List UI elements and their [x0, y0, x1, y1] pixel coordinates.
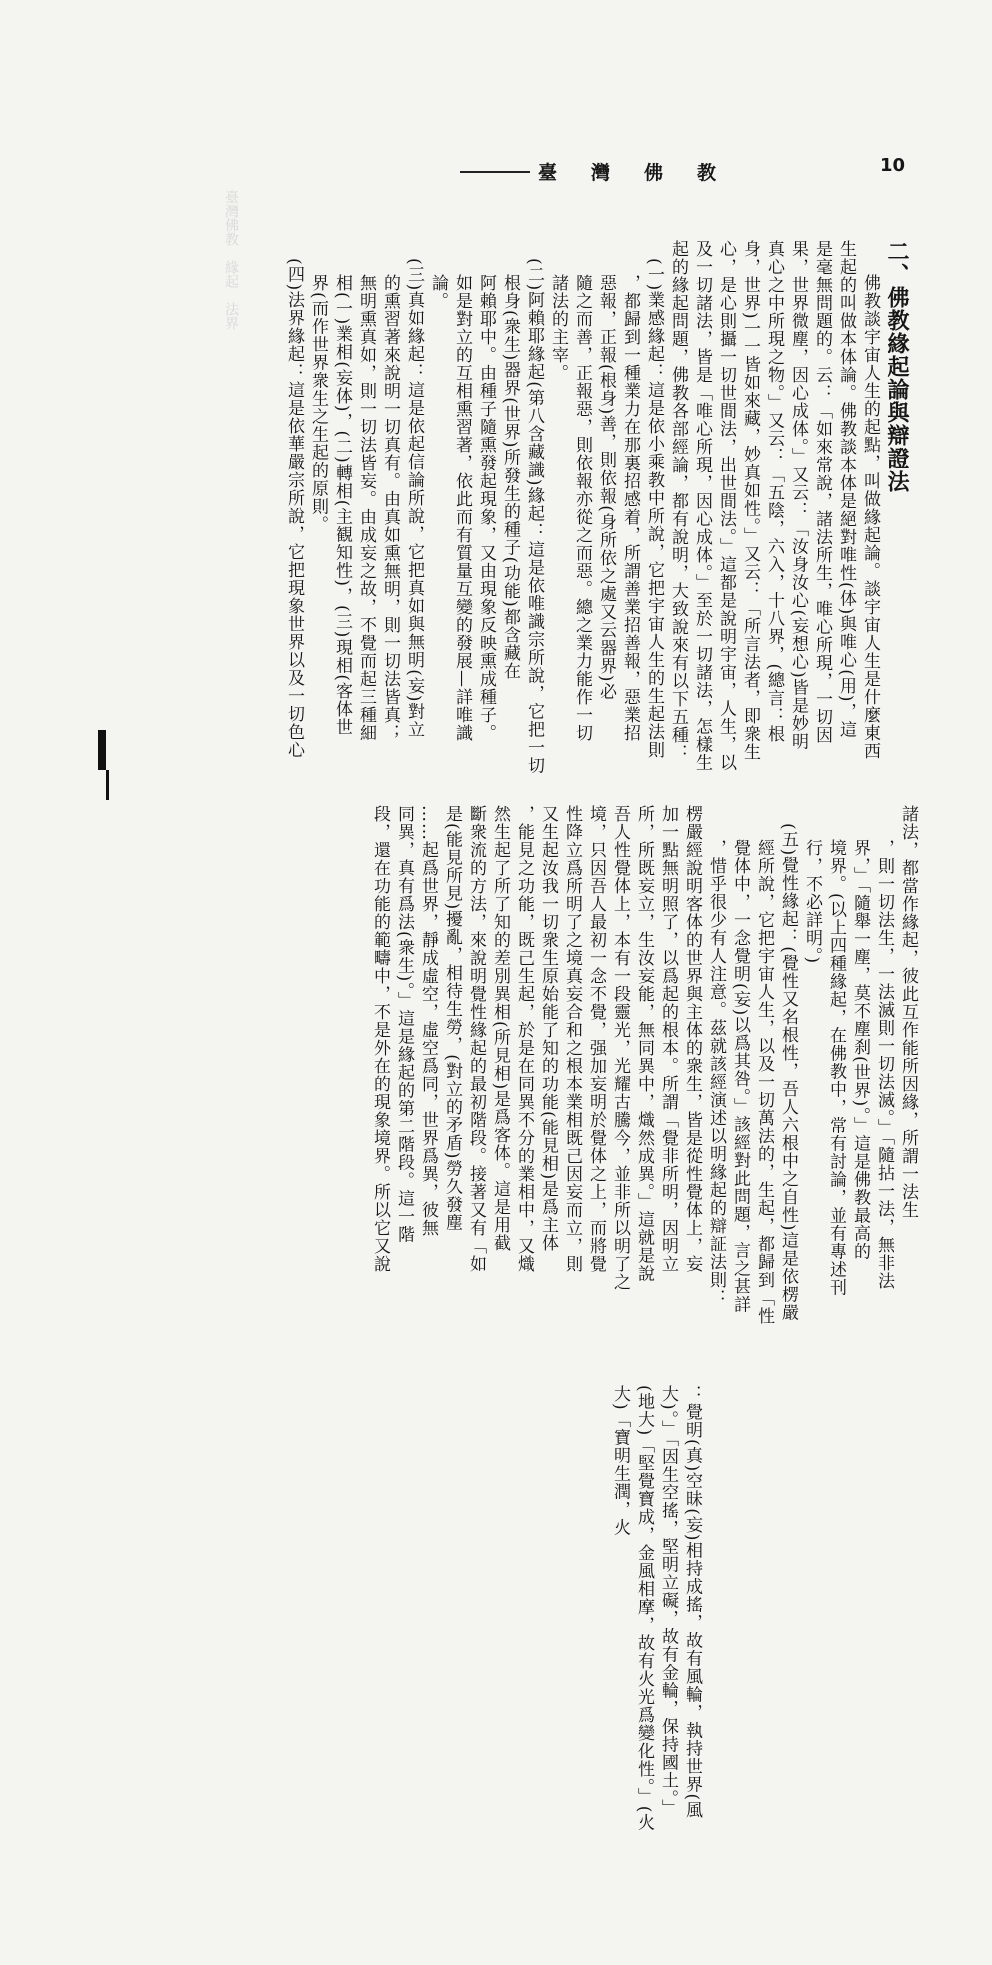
text-line: 界(而作世界衆生之生起的原則。: [308, 274, 328, 534]
scan-mark: [106, 770, 109, 800]
page-number: 10: [880, 155, 906, 176]
text-line: 經所說，它把宇宙人生，以及一切萬法的，生起，都歸到「性: [754, 839, 774, 1325]
text-line: 楞嚴經說明客体的世界與主体的衆生，皆是從性覺体上，妄: [682, 805, 702, 1273]
text-line: 心，是心則攝一切世間法，出世間法。」這都是說明宇宙，人生，以: [716, 240, 736, 772]
text-line: ，惜乎很少有人注意。茲就該經演述以明緣起的辯証法則：: [706, 839, 726, 1307]
text-line: 生起的叫做本体論。佛教談本体是絕對唯性(体)與唯心(用)，這: [836, 240, 856, 739]
header-title: 臺灣佛教: [538, 162, 751, 184]
text-line: 大)。」「因生空搖，堅明立礙，故有金輪，保持國土。」: [658, 1385, 678, 1818]
text-line: 所，所既妄立，生汝妄能，無同異中，熾然成異。」這就是說: [634, 805, 654, 1283]
section-heading: 二、佛教緣起論與辯證法: [884, 240, 910, 493]
text-line: 性降立爲所明了之境真妄合和之根本業相既己因妄而立，則: [562, 805, 582, 1273]
text-line: 惡報，正報(根身)善，則依報(身所依之處又云器界)必: [596, 274, 616, 701]
text-line: 起的緣起問題，佛教各部經論，都有說明，大致說來有以下五種：: [668, 240, 688, 762]
text-line: ……起爲世界，靜成虛空，虛空爲同，世界爲異，彼無: [418, 805, 438, 1237]
running-header: [460, 158, 760, 185]
text-line: 吾人性覺体上，本有一段靈光，光耀古騰今，並非所以明了之: [610, 805, 630, 1291]
text-line: 又生起汝我一切衆生原始能了知的功能(能見相)是爲主体: [538, 805, 558, 1253]
text-line: 大)「寶明生潤，火: [610, 1385, 630, 1537]
text-line: 界，」「隨舉一塵，莫不塵刹(世界)。」這是佛教最高的: [850, 839, 870, 1261]
text-line: 諸法的主宰。: [548, 274, 568, 382]
text-line: 諸法，都當作緣起，彼此互作能所因緣，所謂一法生: [898, 805, 918, 1219]
text-line: 加一點無明照了，以爲起的根本。所謂「覺非所明，因明立: [658, 805, 678, 1273]
text-line: 真心之中所現之物。」又云：「五陰，六入，十八界，(總言：根: [764, 240, 784, 744]
text-line: (地大)「堅覺寶成，金風相摩，故有火光爲變化性。」(火: [634, 1385, 654, 1832]
text-line: (一)業感緣起：這是依小乘教中所說，它把宇宙人生的生起法則: [644, 258, 664, 760]
text-line: 斷衆流的方法，來說明覺性緣起的最初階段。接著又有「如: [466, 805, 486, 1273]
text-line: 身，世界)一一皆如來藏，妙真如性。」又云：「所言法者，即衆生: [740, 240, 760, 762]
text-line: 的熏習著來說明一切真有。由真如熏無明，則一切法皆真；: [380, 274, 400, 742]
text-line: 段，還在功能的範疇中，不是外在的現象境界。所以它又說: [370, 805, 390, 1273]
column-lower: [360, 805, 920, 1832]
text-line: (五)覺性緣起：(覺性又名根性，吾人六根中之自性)這是依楞嚴: [778, 823, 798, 1322]
text-line: ，能見之功能，既己生起，於是在同異不分的業相中，又熾: [514, 805, 534, 1273]
text-line: 及一切諸法，皆是「唯心所現，因心成体。」至於一切諸法，怎樣生: [692, 240, 712, 772]
text-line: 如是對立的互相熏習著，依此而有質量互變的發展—詳唯識: [452, 274, 472, 742]
text-line: (三)真如緣起：這是依起信論所說，它把真如與無明(妄)對立: [404, 258, 424, 739]
text-line: 是毫無問題的。云：「如來常說，諸法所生，唯心所現，一切因: [812, 240, 832, 744]
text-line: 佛教談宇宙人生的起點，叫做緣起論。談宇宙人生是什麼東西: [860, 274, 880, 760]
text-line: 根身(衆生)器界(世界)所發生的種子(功能)都含藏在: [500, 274, 520, 680]
text-line: 覺体中，一念覺明(妄)以爲其咎。」該經對此問題，言之甚詳: [730, 839, 750, 1314]
text-line: 是(能見所見)擾亂，相待生勞，(對立的矛盾)勞久發塵: [442, 805, 462, 1232]
text-line: ，則一切法生，一法滅則一切法滅。」「隨拈一法，無非法: [874, 839, 894, 1290]
text-line: ，都歸到一種業力在那裏招感着，所謂善業招善報，惡業招: [620, 274, 640, 742]
text-line: 果，世界微塵，因心成体。」又云：「汝身汝心(妄想心)皆是妙明: [788, 240, 808, 751]
bleed-through-text: 臺灣佛教 緣起 法界: [223, 190, 239, 330]
column-upper: [252, 240, 912, 800]
text-line: 隨之而善，正報惡，則依報亦從之而惡。總之業力能作一切: [572, 274, 592, 742]
text-line: 無明熏真如，則一切法皆妄。由成妄之故，不覺而起三種細: [356, 274, 376, 742]
text-line: (四)法界緣起：這是依華嚴宗所說，它把現象世界以及一切色心: [284, 258, 304, 760]
text-line: 論。: [428, 274, 448, 310]
text-line: 行，不必詳明。): [802, 839, 822, 965]
header-rule: [460, 171, 530, 173]
text-line: 相(一)業相(妄体)，(二)轉相(主観知性)，(三)現相(客体世: [332, 274, 352, 736]
text-line: 境界。(以上四種緣起，在佛教中，常有討論，並有專述刊: [826, 839, 846, 1297]
scan-mark: [98, 730, 106, 770]
text-line: 阿賴耶中。由種子隨熏發起現象，又由現象反映熏成種子。: [476, 274, 496, 742]
text-line: 同異，真有爲法(衆生)。」這是緣起的第二階段。這一階: [394, 805, 414, 1244]
text-line: (二)阿賴耶緣起(第八含藏識)緣起：這是依唯識宗所說，它把一切: [524, 258, 544, 775]
text-line: ：覺明(真)空昧(妄)相持成搖，故有風輪，執持世界(風: [682, 1385, 702, 1820]
text-line: 然生起了所了知的差別異相(所見相)是爲客体。這是用截: [490, 805, 510, 1253]
text-line: 境，只因吾人最初一念不覺，强加妄明於覺体之上，而將覺: [586, 805, 606, 1273]
